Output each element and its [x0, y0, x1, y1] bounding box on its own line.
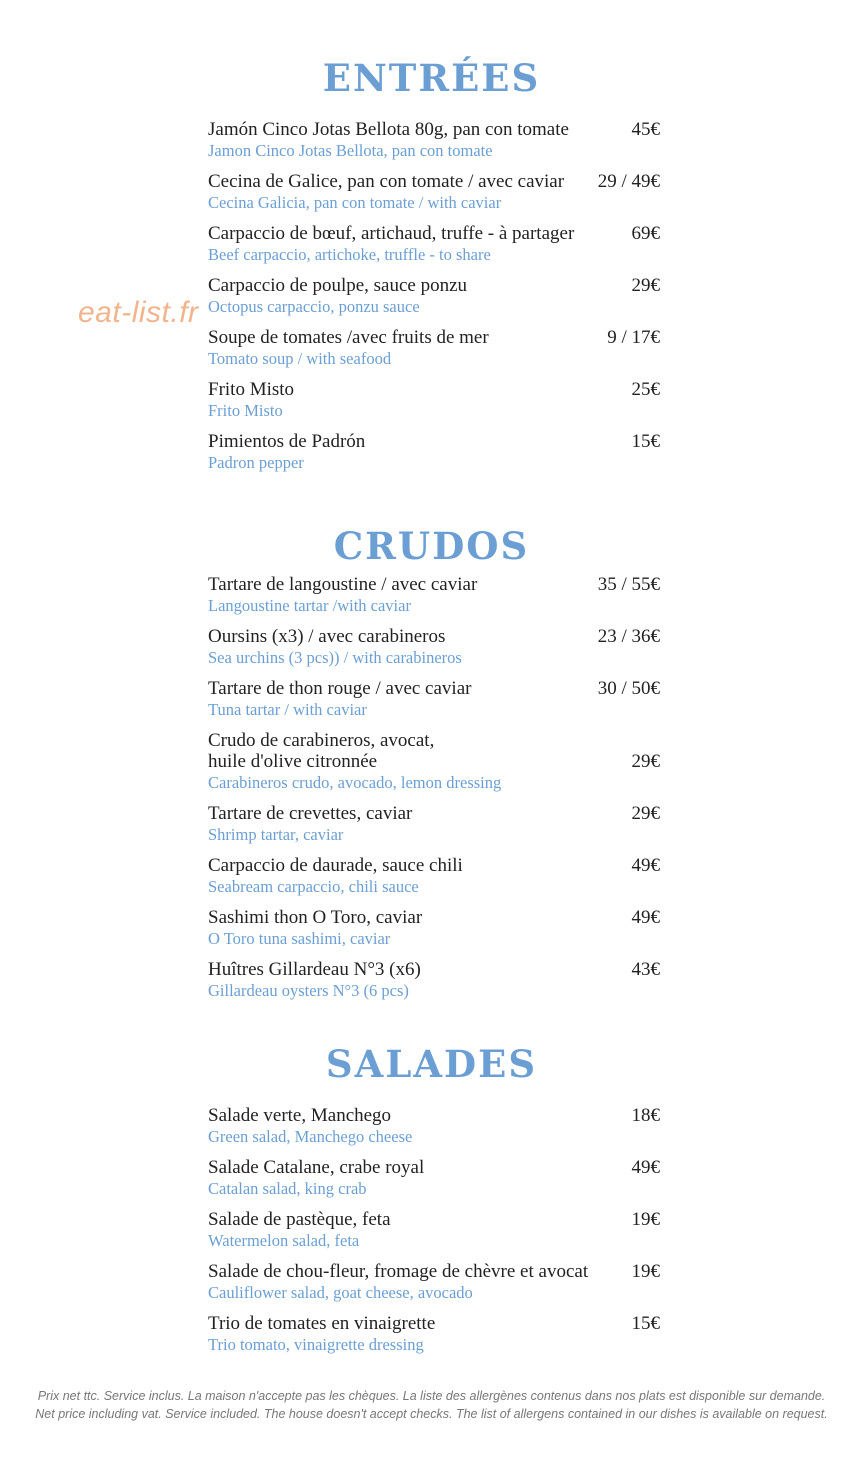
- item-name-fr: Soupe de tomates /avec fruits de mer: [208, 327, 489, 348]
- item-name-en: Langoustine tartar /with caviar: [208, 596, 411, 615]
- item-price: 49€: [631, 1157, 660, 1178]
- item-name-fr: Trio de tomates en vinaigrette: [208, 1313, 436, 1334]
- section-entrees: [0, 56, 863, 100]
- section-title: SALADES: [325, 1042, 538, 1086]
- item-name-en: Octopus carpaccio, ponzu sauce: [208, 297, 420, 316]
- item-name-en: Frito Misto: [208, 401, 283, 420]
- section-crudos: [0, 524, 863, 568]
- item-price: 9 / 17€: [607, 327, 660, 348]
- menu-item: [208, 223, 660, 275]
- menu-item: [208, 730, 660, 803]
- item-price: 29€: [631, 751, 660, 772]
- section-title: CRUDOS: [333, 524, 530, 568]
- item-price: 45€: [631, 119, 660, 140]
- menu-item: [208, 379, 660, 431]
- item-name-en: Beef carpaccio, artichoke, truffle - to share: [208, 245, 491, 264]
- menu-item: [208, 171, 660, 223]
- item-price: 15€: [631, 431, 660, 452]
- menu-item: [208, 803, 660, 855]
- item-name-en: Tuna tartar / with caviar: [208, 700, 367, 719]
- menu-item: [208, 1105, 660, 1157]
- item-name-en: Watermelon salad, feta: [208, 1231, 360, 1250]
- menu-item: [208, 327, 660, 379]
- item-name-fr: Salade verte, Manchego: [208, 1105, 392, 1126]
- item-name-fr: Huîtres Gillardeau N°3 (x6): [208, 959, 421, 980]
- item-price: 49€: [631, 907, 660, 928]
- section-salades: [0, 1042, 863, 1086]
- entrees-list: [208, 119, 660, 483]
- item-price: 43€: [631, 959, 660, 980]
- item-price: 35 / 55€: [597, 574, 660, 595]
- item-name-fr: Tartare de langoustine / avec caviar: [208, 574, 478, 595]
- item-name-en: Green salad, Manchego cheese: [208, 1127, 413, 1146]
- item-name-en: Jamon Cinco Jotas Bellota, pan con tomate: [208, 141, 493, 160]
- menu-item: [208, 1209, 660, 1261]
- section-title: ENTRÉES: [322, 56, 541, 100]
- menu-item: [208, 1261, 660, 1313]
- footer-line-fr: Prix net ttc. Service inclus. La maison n'accepte pas les chèques. La liste des allergènes contenus dans nos plats est disponible sur demande.: [37, 1389, 826, 1403]
- menu-item: [208, 959, 660, 1011]
- item-name-fr: Crudo de carabineros, avocat,: [208, 730, 435, 751]
- menu-item: [208, 119, 660, 171]
- item-price: 18€: [631, 1105, 660, 1126]
- item-name-en: Sea urchins (3 pcs)) / with carabineros: [208, 648, 462, 667]
- item-name-en: Shrimp tartar, caviar: [208, 825, 344, 844]
- menu-item: [208, 275, 660, 327]
- item-name-fr: Sashimi thon O Toro, caviar: [208, 907, 423, 928]
- menu-item: [208, 1157, 660, 1209]
- menu-item: [208, 1313, 660, 1365]
- item-name-fr: Carpaccio de poulpe, sauce ponzu: [208, 275, 468, 296]
- menu-item: [208, 678, 660, 730]
- item-name-en: Gillardeau oysters N°3 (6 pcs): [208, 981, 409, 1000]
- item-name-fr: Salade de pastèque, feta: [208, 1209, 391, 1230]
- item-name-fr: Pimientos de Padrón: [208, 431, 366, 452]
- item-price: 69€: [631, 223, 660, 244]
- item-price: 29€: [631, 803, 660, 824]
- item-price: 29€: [631, 275, 660, 296]
- menu-item: [208, 431, 660, 483]
- item-price: 23 / 36€: [597, 626, 660, 647]
- item-name-fr: Salade Catalane, crabe royal: [208, 1157, 425, 1178]
- item-name-fr: Carpaccio de bœuf, artichaud, truffe - à partager: [208, 223, 575, 244]
- item-price: 19€: [631, 1209, 660, 1230]
- item-name-en: Tomato soup / with seafood: [208, 349, 392, 368]
- item-name-fr: Cecina de Galice, pan con tomate / avec caviar: [208, 171, 565, 192]
- item-price: 29 / 49€: [597, 171, 660, 192]
- menu-item: [208, 855, 660, 907]
- item-price: 49€: [631, 855, 660, 876]
- item-price: 19€: [631, 1261, 660, 1282]
- item-price: 15€: [631, 1313, 660, 1334]
- item-name-fr: Frito Misto: [208, 379, 295, 400]
- item-name-en: Cecina Galicia, pan con tomate / with caviar: [208, 193, 502, 212]
- item-name-fr: Carpaccio de daurade, sauce chili: [208, 855, 463, 876]
- salades-list: [208, 1105, 660, 1365]
- item-price: 30 / 50€: [597, 678, 660, 699]
- footer-line-en: Net price including vat. Service included. The house doesn't accept checks. The list of allergens contained in our dishes is available on request.: [35, 1407, 828, 1421]
- item-name-en: Catalan salad, king crab: [208, 1179, 367, 1198]
- item-price: 25€: [631, 379, 660, 400]
- item-name-en: Carabineros crudo, avocado, lemon dressing: [208, 773, 502, 792]
- menu-item: [208, 626, 660, 678]
- item-name-fr-line2: huile d'olive citronnée: [208, 751, 378, 772]
- item-name-fr: Tartare de crevettes, caviar: [208, 803, 413, 824]
- item-name-fr: Oursins (x3) / avec carabineros: [208, 626, 446, 647]
- item-name-en: O Toro tuna sashimi, caviar: [208, 929, 391, 948]
- item-name-en: Padron pepper: [208, 453, 304, 472]
- item-name-en: Trio tomato, vinaigrette dressing: [208, 1335, 424, 1354]
- crudos-list: [208, 574, 660, 1011]
- item-name-en: Seabream carpaccio, chili sauce: [208, 877, 419, 896]
- item-name-fr: Salade de chou-fleur, fromage de chèvre et avocat: [208, 1261, 589, 1282]
- menu-item: [208, 574, 660, 626]
- item-name-en: Cauliflower salad, goat cheese, avocado: [208, 1283, 473, 1302]
- item-name-fr: Jamón Cinco Jotas Bellota 80g, pan con tomate: [208, 119, 569, 140]
- item-name-fr: Tartare de thon rouge / avec caviar: [208, 678, 472, 699]
- menu-item: [208, 907, 660, 959]
- footer-notice: [0, 1387, 863, 1423]
- watermark-text: eat-list.fr: [78, 296, 199, 329]
